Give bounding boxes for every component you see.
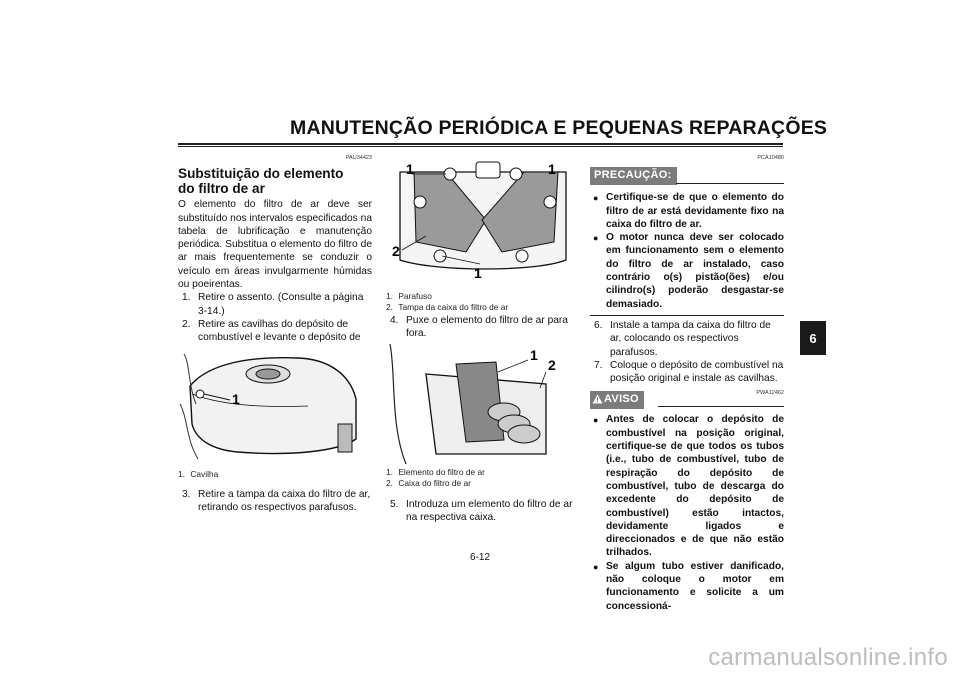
page-title: MANUTENÇÃO PERIÓDICA E PEQUENAS REPARAÇÕES bbox=[290, 117, 828, 139]
figure-label: 2 bbox=[548, 357, 556, 373]
list-item: 5. Introduza um elemento do filtro de ar na respectiva caixa. bbox=[390, 499, 573, 524]
list-item: ● Certifique-se de que o elemento do filtro de ar está devidamente fixo na caixa do filtro de ar. bbox=[593, 192, 784, 230]
caption-1 bbox=[178, 469, 218, 480]
title-rule-thin bbox=[178, 146, 783, 147]
list-item: 1. Retire o assento. (Consulte a página 3-14.) bbox=[182, 292, 364, 317]
list-item: 6. Instale a tampa da caixa do filtro de ar, colocando os respectivos parafusos. bbox=[594, 319, 771, 358]
caption-2 bbox=[386, 291, 508, 313]
list-item: 2. Retire as cavilhas do depósito de combustível e levante o depósito de bbox=[182, 318, 361, 344]
filter-element-figure bbox=[386, 344, 580, 464]
caution-end-rule bbox=[590, 315, 784, 316]
column-2-steps bbox=[386, 314, 580, 341]
column-2-cont bbox=[386, 498, 580, 525]
fuel-tank-figure bbox=[178, 344, 374, 466]
watermark: carmanualsonline.info bbox=[708, 644, 948, 671]
list-item: 3. Retire a tampa da caixa do filtro de ar, retirando os respectivos parafusos. bbox=[182, 489, 371, 514]
caption-item: 1. Parafuso bbox=[386, 291, 432, 301]
list-item: ● O motor nunca deve ser colocado em funcionamento sem o elemento do filtro de ar instalado, caso contrário o(s) pistão(ões) e/ou cilindro(s) poderão desgastar-se demasiado. bbox=[593, 232, 784, 310]
section-heading: Substituição do elemento do filtro de ar bbox=[178, 166, 344, 196]
chapter-tab: 6 bbox=[800, 321, 826, 355]
list-item: 7. Coloque o depósito de combustível na posição original e instale as cavilhas. bbox=[594, 359, 784, 385]
list-item: 4. Puxe o elemento do filtro de ar para fora. bbox=[390, 315, 568, 340]
ref-code: PWA12462 bbox=[756, 390, 784, 397]
steps-list-4 bbox=[386, 498, 580, 525]
list-item: ● Se algum tubo estiver danificado, não coloque o motor em funcionamento e solicite a um concessioná- bbox=[593, 560, 784, 612]
caution-label: PRECAUÇÃO: bbox=[590, 167, 677, 184]
caution-header bbox=[590, 167, 784, 185]
caption-item: 1. Elemento do filtro de ar bbox=[386, 467, 485, 477]
page-number: 6-12 bbox=[470, 552, 491, 563]
title-rule bbox=[178, 143, 783, 145]
filter-cover-figure bbox=[386, 152, 580, 288]
list-item: ● Antes de colocar o depósito de combustível na posição original, certifique-se de que todos os tubos (i.e., tubo de combustível, tubo de respiração do depósito de combustível, tubo de descarga do excedente do depósito de combustível) estão intactos, devidamente ligados e direccionados e de que não estão trilhados. bbox=[593, 414, 784, 559]
warning-label: AVISO bbox=[590, 391, 644, 408]
figure-label: 1 bbox=[406, 161, 414, 177]
steps-list-3 bbox=[386, 314, 580, 341]
warning-header bbox=[590, 387, 784, 407]
warning-list bbox=[590, 413, 784, 612]
column-1 bbox=[178, 152, 372, 371]
figure-label: 1 bbox=[232, 391, 240, 407]
steps-list-2 bbox=[178, 488, 372, 515]
intro-paragraph: O elemento do filtro de ar deve ser substituído nos intervalos especificados na tabela de lubrificação e manutenção periódica. Substitua o elemento do filtro de ar mais frequentemente se conduzir o veículo em áreas invulgarmente húmidas ou poeirentas. bbox=[178, 199, 372, 291]
figure-label: 1 bbox=[530, 347, 538, 363]
steps-list-5 bbox=[590, 319, 784, 385]
figure-label: 1 bbox=[548, 161, 556, 177]
warning-triangle-icon bbox=[592, 394, 603, 404]
caption-3 bbox=[386, 467, 485, 489]
figure-label: 2 bbox=[392, 243, 400, 259]
ref-code: PAU34423 bbox=[345, 155, 372, 161]
caution-list bbox=[590, 191, 784, 311]
caption-item: 2. Tampa da caixa do filtro de ar bbox=[386, 302, 509, 312]
column-1-cont bbox=[178, 488, 372, 515]
figure-label: 1 bbox=[474, 265, 482, 281]
caption-item: 1. Cavilha bbox=[178, 469, 219, 479]
ref-code: PCA10480 bbox=[757, 155, 784, 161]
caption-item: 2. Caixa do filtro de ar bbox=[386, 478, 471, 488]
column-3 bbox=[590, 152, 784, 613]
